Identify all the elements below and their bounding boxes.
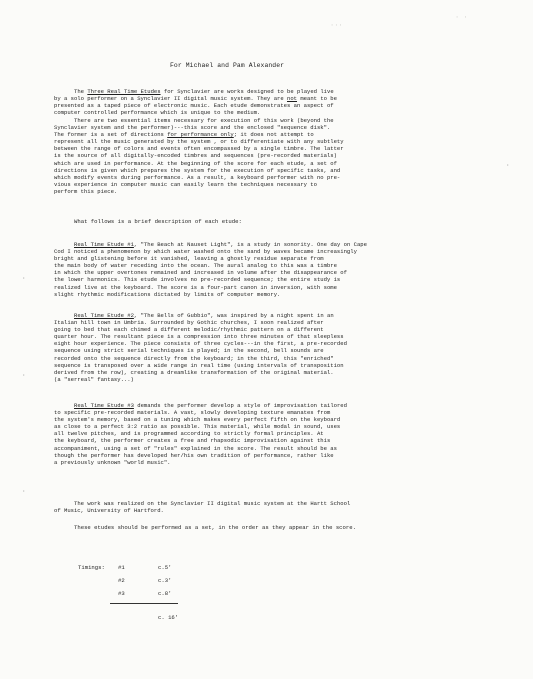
text-segment: slight rhythmic modifications dictated by limits of computer memory. xyxy=(54,290,281,298)
text-segment: the system's memory, based on a tuning which makes every perfect fifth on the keyboard xyxy=(54,416,341,424)
text-segment: of Music, University of Hartford. xyxy=(54,507,164,515)
text-line xyxy=(54,409,484,416)
paragraph-realization xyxy=(54,500,484,514)
text-line xyxy=(54,430,484,437)
text-segment: demands the performer develop a style of improvisation tailored xyxy=(133,402,347,409)
text-line xyxy=(54,326,484,333)
paragraph-performance-order: These etudes should be performed as a set, in the order as they appear in the score. xyxy=(74,524,356,531)
timings-total-rule xyxy=(110,603,178,604)
text-line xyxy=(54,131,484,138)
text-segment: perform this piece. xyxy=(54,187,118,195)
text-segment: not xyxy=(287,95,298,103)
text-line xyxy=(54,355,484,362)
margin-dot: · xyxy=(22,275,26,282)
text-line xyxy=(54,376,484,383)
text-segment: Synclavier system and the performer)---this score and the enclosed "sequence disk". xyxy=(54,124,331,132)
timing-duration: c.8' xyxy=(158,590,172,597)
paragraph-etude-2 xyxy=(54,312,484,383)
text-line xyxy=(54,188,484,195)
text-segment: , "The Beach at Nauset Light", is a study in sonority. One day on Cape xyxy=(133,241,367,248)
text-segment: ; it does not attempt to xyxy=(233,131,314,139)
timing-etude-number: #3 xyxy=(118,590,125,597)
text-segment: the lower harmonics. This etude involves no pre-recorded sequence; the entire study is xyxy=(54,276,341,284)
text-line xyxy=(54,402,484,409)
text-segment: The former is a set of directions xyxy=(54,131,168,139)
timing-duration: c.3' xyxy=(158,577,172,584)
text-line xyxy=(54,181,484,188)
text-line xyxy=(54,102,484,109)
text-segment: directions is given which prepares the system for the execution of specific tasks, and xyxy=(54,166,341,174)
timing-etude-number: #1 xyxy=(118,564,125,571)
text-segment: , "The Bells of Gubbio", was inspired by a night spent in an xyxy=(133,312,334,319)
text-segment: though the performer has developed her/his own tradition of performance, rather like xyxy=(54,451,334,459)
margin-dot: · xyxy=(22,372,26,379)
text-segment: Cod I noticed a phenomenon by which water washed onto the sand by waves became increasingly xyxy=(54,248,357,256)
text-line xyxy=(54,152,484,159)
text-segment: meant to be xyxy=(297,95,337,103)
text-line xyxy=(54,241,484,248)
text-line xyxy=(54,160,484,167)
text-line xyxy=(54,500,484,507)
paragraph-overview xyxy=(54,88,484,116)
text-segment: Italian hill town in Umbria. Surrounded by Gothic churches, I soon realized after xyxy=(54,319,324,327)
text-segment: to specific pre-recorded materials. A vast, slowly developing texture emanates from xyxy=(54,409,331,417)
text-line xyxy=(54,347,484,354)
text-line xyxy=(54,369,484,376)
text-segment: Three Real Time Etudes xyxy=(87,88,161,95)
text-line xyxy=(54,269,484,276)
text-segment: Real Time Etude #2 xyxy=(74,312,134,319)
text-line xyxy=(54,333,484,340)
text-segment: (a "serreal" fantasy...) xyxy=(54,375,134,383)
text-segment: between the range of colors and events often encompassed by a single timbre. The latter xyxy=(54,145,344,153)
text-segment: The work was realized on the Synclavier II digital music system at the Hartt School xyxy=(74,500,351,507)
margin-dot: · xyxy=(506,162,510,169)
text-line xyxy=(54,284,484,291)
text-segment: represent all the music generated by the system , or to differentiate with any subtlety xyxy=(54,138,344,146)
text-segment: derived from the row), creating a dreamlike transformation of the original material. xyxy=(54,368,334,376)
text-segment: Real Time Etude #1 xyxy=(74,241,134,248)
text-line xyxy=(54,124,484,131)
dedication: For Michael and Pam Alexander xyxy=(170,62,285,69)
text-segment: There are two essential items necessary for execution of this work (beyond the xyxy=(74,117,334,124)
text-line xyxy=(54,507,484,514)
text-segment: all twelve pitches, and is programmed according to strictly formal principles. At xyxy=(54,430,324,438)
timing-etude-number: #2 xyxy=(118,577,125,584)
text-segment: the main body of water receding into the ocean. The aural analog to this was a timbre xyxy=(54,262,337,270)
text-line xyxy=(54,459,484,466)
timing-duration: c.5' xyxy=(158,564,172,571)
text-line xyxy=(54,145,484,152)
text-line xyxy=(54,445,484,452)
text-line xyxy=(54,362,484,369)
text-line xyxy=(54,423,484,430)
text-segment: for performance only xyxy=(167,131,234,139)
text-line xyxy=(54,319,484,326)
text-line xyxy=(54,117,484,124)
text-segment: accompaniment, using a set of "rules" explained in the score. The result should be as xyxy=(54,444,337,452)
text-segment: recorded onto the sequence directly from the keyboard; in the third, this "enriched" xyxy=(54,354,334,362)
text-segment: going to bed that each chimed a different melodic/rhythmic pattern on a different xyxy=(54,326,324,334)
text-segment: is the source of all digitally-encoded timbres and sequences (pre-recorded materials) xyxy=(54,152,337,160)
bleed-through-mark: · · xyxy=(455,14,468,22)
text-segment: computer controlled performance which is unique to the medium. xyxy=(54,109,261,117)
text-line xyxy=(54,174,484,181)
bleed-through-mark: ··· xyxy=(330,22,343,30)
paragraph-essential-items xyxy=(54,117,484,195)
text-segment: the keyboard, the performer creates a free and rhapsodic improvisation against this xyxy=(54,437,331,445)
text-segment: for Synclavier are works designed to be played live xyxy=(160,88,334,95)
text-line xyxy=(54,109,484,116)
text-line xyxy=(54,262,484,269)
margin-dot: · xyxy=(22,488,26,495)
paragraph-etude-1 xyxy=(54,241,484,298)
paragraph-etude-3 xyxy=(54,402,484,466)
text-line xyxy=(54,312,484,319)
text-line xyxy=(54,340,484,347)
text-segment: vious experience in computer music can easily learn the techniques necessary to xyxy=(54,180,317,188)
text-segment: which are used in performance. At the beginning of the score for each etude, a set of xyxy=(54,159,337,167)
text-segment: which modify events during performance. As a result, a keyboard performer with no pre- xyxy=(54,173,341,181)
text-segment: by a solo performer on a Synclavier II digital music system. They are xyxy=(54,95,288,103)
timings-label: Timings: xyxy=(78,564,105,571)
text-line xyxy=(54,255,484,262)
text-line xyxy=(54,437,484,444)
text-segment: sequence using strict serial techniques is played; in the second, bell sounds are xyxy=(54,347,324,355)
text-segment: bright and glistening before it vanished, leaving a ghostly residue separate from xyxy=(54,255,324,263)
text-segment: a previously unknown "world music". xyxy=(54,458,171,466)
text-line xyxy=(54,167,484,174)
text-line xyxy=(54,452,484,459)
text-segment: realized live at the keyboard. The score is a four-part canon in inversion, with some xyxy=(54,283,337,291)
text-segment: The xyxy=(74,88,88,95)
text-line xyxy=(54,416,484,423)
paragraph-intro: What follows is a brief description of each etude: xyxy=(74,218,242,225)
timing-total: c. 16' xyxy=(158,614,179,621)
text-segment: eight hour experience. The piece consists of three cycles---in the first, a pre-recorded xyxy=(54,340,347,348)
text-line xyxy=(54,95,484,102)
text-line xyxy=(54,276,484,283)
text-segment: Real Time Etude #3 xyxy=(74,402,134,409)
text-line xyxy=(54,291,484,298)
text-line xyxy=(54,88,484,95)
text-segment: quarter hour. The resultant piece is a compression into three minutes of that sleepless xyxy=(54,333,344,341)
text-line xyxy=(54,248,484,255)
text-segment: as close to a perfect 3:2 ratio as possible. This material, while modal in sound, uses xyxy=(54,423,341,431)
text-segment: in which the upper overtones remained and increased in volume after the disappearance of xyxy=(54,269,347,277)
text-line xyxy=(54,138,484,145)
text-segment: sequence is transposed over a wide range in real time (using intervals of transposition xyxy=(54,361,344,369)
text-segment: presented as a taped piece of electronic music. Each etude demonstrates an aspect of xyxy=(54,102,334,110)
